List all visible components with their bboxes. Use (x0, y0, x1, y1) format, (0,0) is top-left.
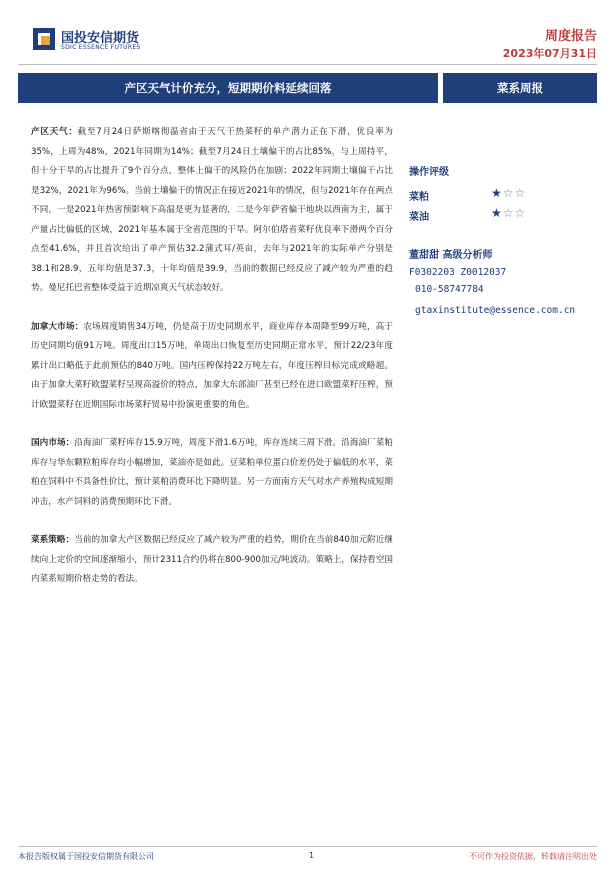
analyst-email[interactable]: gtaxinstitute@essence.com.cn (415, 305, 576, 316)
report-title: 产区天气计价充分，短期期价料延续回落 (18, 73, 438, 103)
star-filled-icon: ★ (491, 186, 503, 200)
footer-copyright: 本报告版权属于国投安信期货有限公司 (18, 852, 154, 861)
page-number: 1 (309, 851, 315, 860)
sidebar (409, 163, 609, 316)
paragraph-lead: 产区天气： (31, 127, 78, 137)
paragraph-text: 沿海油厂菜籽库存15.9万吨，周度下滑1.6万吨，库存连续三周下滑。沿海油厂菜粕库存与华东颗粒粕库存均小幅增加，菜油亦是如此。豆菜粕单位蛋白价差仍处于偏低的水平，菜粕在饲料中不具备性价比，预计菜粕消费环比下降明显。另一方面南方天气对水产养殖构成短期冲击，水产饲料的消费预期环比下滑。 (31, 438, 393, 507)
analyst-name: 董甜甜 高级分析师 (409, 250, 493, 261)
report-date: 2023年07月31日 (502, 47, 597, 60)
paragraph-weather (31, 123, 393, 299)
header-divider (18, 64, 597, 65)
rating-title: 操作评级 (409, 167, 449, 178)
paragraph-text: 农场周度销售34万吨，仍是高于历史同期水平，商业库存本周降至99万吨，高于历史同期均值91万吨。周度出口15万吨，单周出口恢复至历史同期正常水平，预计22/23年度累计出口略低于此前预估的840万吨。国内压榨保持22万吨左右，年度压榨目标完成或略超。由于加拿大菜籽欧盟菜籽呈现高溢价的特点，加拿大东部油厂甚至已经在进口欧盟菜籽压榨，预计欧盟菜籽在近期国际市场菜籽贸易中扮演更重要的角色。 (31, 321, 393, 410)
paragraph-domestic-market (31, 434, 393, 512)
star-filled-icon: ★ (491, 206, 503, 220)
analyst-certificate: F0302203 Z0012037 (409, 267, 507, 278)
rating-row-meal (409, 186, 609, 206)
rating-stars (491, 186, 526, 200)
star-empty-icon: ☆ (514, 186, 527, 200)
company-name-cn: 国投安信期货 (61, 31, 140, 46)
paragraph-text: 当前的加拿大产区数据已经反应了减产较为严重的趋势，期价在当前840加元附近继续向上定价的空间逐渐缩小，预计2311合约仍将在800-900加元/吨波动。策略上，保持看空国内菜系短期价格走势的看法。 (31, 535, 393, 584)
rating-name: 菜粕 (409, 192, 429, 203)
essence-logo-mark-icon (33, 28, 55, 50)
analyst-phone: 010-58747784 (415, 284, 484, 295)
footer-disclaimer: 不可作为投资依据，转载请注明出处 (469, 852, 597, 861)
star-empty-icon: ☆ (502, 206, 515, 220)
report-type: 周度报告 (544, 29, 597, 44)
rating-row-oil (409, 206, 609, 226)
star-empty-icon: ☆ (514, 206, 527, 220)
main-content (31, 123, 393, 590)
rating-stars (491, 206, 526, 220)
paragraph-lead: 国内市场： (31, 438, 75, 448)
company-logo (33, 26, 238, 56)
paragraph-strategy (31, 531, 393, 590)
section-tag: 菜系周报 (443, 73, 597, 103)
paragraph-text: 截至7月24日萨斯喀彻温省由于天气干热菜籽的单产潜力正在下滑，优良率为35%，上周为48%，2021年同期为14%；截至7月24日土壤偏干的占比85%，与上周持平，但十分干旱的占比提升了9个百分点，整体上偏干的风险仍在加剧；2022年同期土壤偏干占比是32%，2021年为96%。当前土壤偏干的情况正在接近2021年的情况，但与2021年存在两点不同，一是2021年热害预影响下高温是更为显著的，二是今年萨省偏干地块以西南为主，属于产量占比偏低的区域，2021年基本属于全省范围的干旱。阿尔伯塔省菜籽优良率下滑两个百分点至41.6%，并且首次给出了单产预估32.2蒲式耳/英亩，去年与2021年的实际单产分别是38.1和28.9，五年均值是37.3，十年均值是39.9，当前的数据已经反应了减产较为严重的趋势。曼尼托巴省整体受益于近期凉爽天气状态较好。 (31, 127, 393, 293)
rating-name: 菜油 (409, 212, 429, 223)
paragraph-canada-market (31, 318, 393, 416)
paragraph-lead: 加拿大市场： (31, 321, 84, 332)
footer-divider (18, 846, 597, 847)
paragraph-lead: 菜系策略： (31, 535, 75, 545)
star-empty-icon: ☆ (502, 186, 515, 200)
company-name-en: SDIC ESSENCE FUTURES (61, 44, 141, 51)
